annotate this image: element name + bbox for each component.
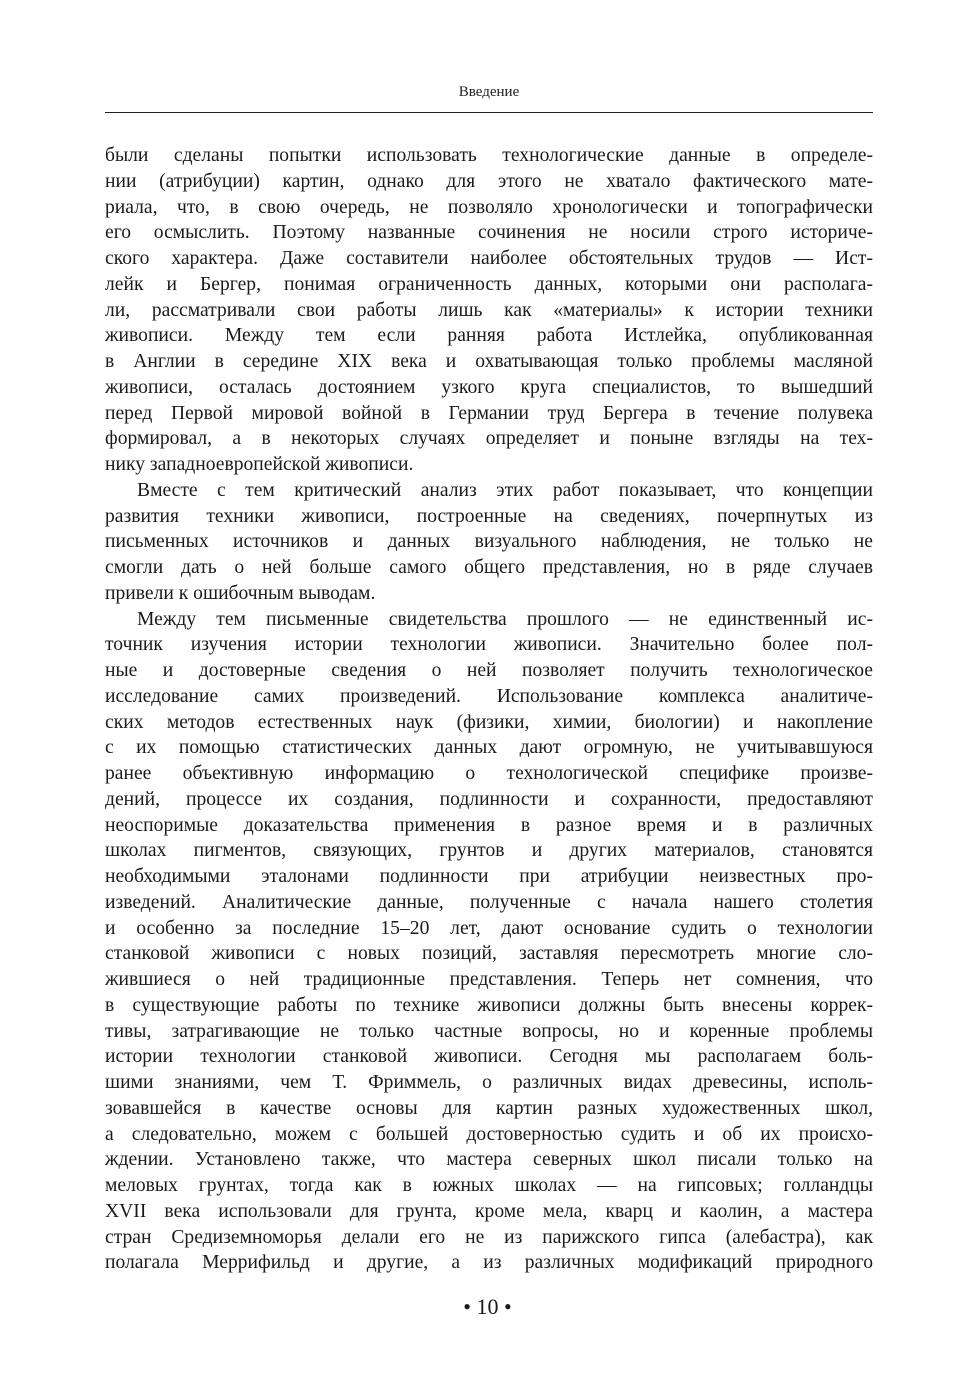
text-line: живописи, осталась достоянием узкого круга специалистов, то вышедший (105, 376, 873, 398)
text-line: стран Средиземноморья делали его не из парижского гипса (алебастра), как (105, 1226, 873, 1248)
text-line: точник изучения истории технологии живописи. Значительно более пол- (105, 634, 873, 656)
text-line: нику западноевропейской живописи. (105, 454, 414, 475)
text-line: смогли дать о ней больше самого общего представления, но в ряде случаев (105, 557, 873, 578)
text-line: риала, что, в свою очередь, не позволяло хронологически и топографически (105, 196, 873, 218)
text-line: ских методов естественных наук (физики, химии, биологии) и накопление (105, 711, 873, 733)
text-line: в существующие работы по технике живописи должны быть внесены коррек- (105, 994, 873, 1016)
text-line: с их помощью статистических данных дают огромную, не учитывавшуюся (105, 737, 873, 759)
text-line: ждении. Установлено также, что мастера северных школ писали только на (105, 1149, 873, 1171)
text-line: Между тем письменные свидетельства прошлого — не единственный ис- (137, 608, 873, 630)
text-line: жившиеся о ней традиционные представления. Теперь нет сомнения, что (105, 969, 873, 990)
running-header: Введение (458, 84, 520, 100)
text-line: и особенно за последние 15–20 лет, дают основание судить о технологии (105, 917, 873, 939)
text-line: ные и достоверные сведения о ней позволяет получить технологическое (105, 660, 873, 681)
text-line: исследование самих произведений. Использование комплекса аналитиче- (105, 685, 873, 707)
text-line: были сделаны попытки использовать технологические данные в определе- (105, 145, 873, 166)
text-line: меловых грунтах, тогда как в южных школах — на гипсовых; голландцы (105, 1175, 873, 1196)
text-line: перед Первой мировой войной в Германии труд Бергера в течение полувека (105, 402, 873, 424)
paragraph (105, 478, 873, 607)
text-line: в Англии в середине XIX века и охватывающая только проблемы масляной (105, 351, 873, 372)
text-line: ли, рассматривали свои работы лишь как «материалы» к истории техники (105, 299, 873, 321)
text-line: ского характера. Даже составители наиболее обстоятельных трудов — Ист- (105, 248, 873, 269)
text-line: изведений. Аналитические данные, полученные с начала нашего столетия (105, 891, 873, 913)
text-line: привели к ошибочным выводам. (105, 582, 376, 604)
text-line: формировал, а в некоторых случаях определяет и поныне взгляды на тех- (105, 428, 873, 450)
text-line: ранее объективную информацию о технологической специфике произве- (105, 763, 873, 784)
text-line: необходимыми эталонами подлинности при атрибуции неизвестных про- (105, 866, 873, 887)
text-line: школах пигментов, связующих, грунтов и других материалов, становятся (105, 840, 873, 862)
text-line: лейк и Бергер, понимая ограниченность данных, которыми они располага- (105, 273, 873, 295)
text-line: письменных источников и данных визуального наблюдения, не только не (105, 531, 873, 553)
text-line: станковой живописи с новых позиций, заставляя пересмотреть многие сло- (105, 943, 873, 965)
body-text (105, 143, 873, 1276)
text-line: зовавшейся в качестве основы для картин разных художественных школ, (105, 1097, 873, 1119)
page-number: • 10 • (463, 1294, 512, 1319)
text-line: нии (атрибуции) картин, однако для этого не хватало фактического мате- (105, 170, 873, 192)
text-line: его осмыслить. Поэтому названные сочинения не носили строго историче- (105, 222, 873, 244)
text-line: а следовательно, можем с большей достоверностью судить и об их происхо- (105, 1123, 873, 1145)
text-line: развития техники живописи, построенные на сведениях, почерпнутых из (105, 505, 873, 527)
header-rule (105, 112, 873, 113)
text-line: Вместе с тем критический анализ этих работ показывает, что концепции (137, 479, 873, 501)
paragraph (105, 607, 873, 1277)
paragraph (105, 143, 873, 478)
text-line: XVII века использовали для грунта, кроме мела, кварц и каолин, а мастера (105, 1200, 873, 1222)
text-line: неоспоримые доказательства применения в разное время и в различных (105, 814, 873, 836)
text-line: дений, процессе их создания, подлинности и сохранности, предоставляют (105, 788, 873, 810)
text-line: тивы, затрагивающие не только частные вопросы, но и коренные проблемы (105, 1020, 873, 1042)
text-line: полагала Меррифильд и другие, а из различных модификаций природного (105, 1252, 873, 1274)
text-line: живописи. Между тем если ранняя работа Истлейка, опубликованная (105, 325, 873, 347)
text-line: шими знаниями, чем Т. Фриммель, о различных видах древесины, исполь- (105, 1072, 873, 1093)
text-line: истории технологии станковой живописи. Сегодня мы располагаем боль- (105, 1046, 873, 1068)
